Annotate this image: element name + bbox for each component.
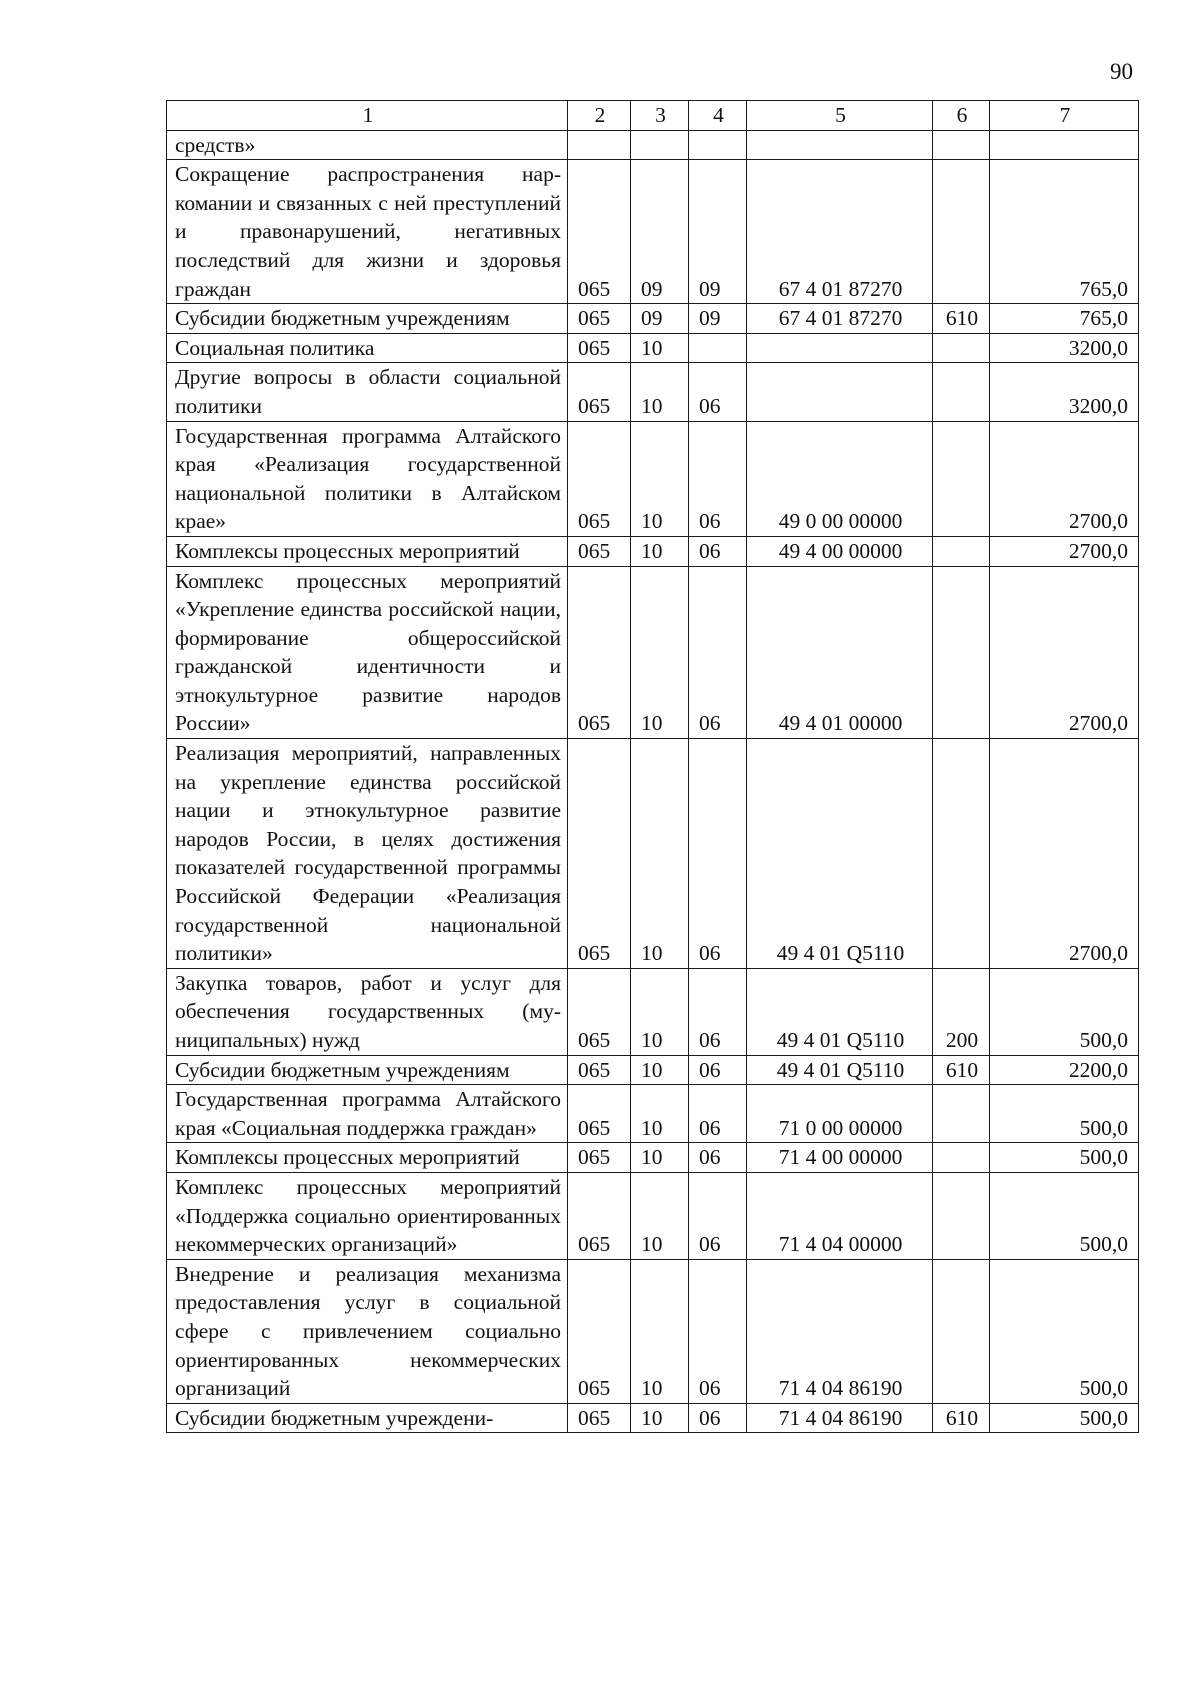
section-code-cell: 10 [631,536,689,566]
column-header-3: 3 [631,101,689,131]
target-article-cell [747,130,933,160]
column-header-5: 5 [747,101,933,131]
amount-cell: 500,0 [990,1172,1139,1259]
section-code-cell: 10 [631,1259,689,1403]
department-code-cell: 065 [568,739,631,969]
table-row [167,333,1139,363]
section-code-cell: 10 [631,363,689,421]
subsection-code-cell: 06 [689,536,747,566]
target-article-cell: 49 0 00 00000 [747,421,933,536]
expense-type-cell [933,1085,990,1143]
section-code-cell: 10 [631,566,689,739]
expense-type-cell [933,363,990,421]
amount-cell: 765,0 [990,160,1139,304]
expense-type-cell [933,130,990,160]
department-code-cell: 065 [568,363,631,421]
expense-type-cell [933,1143,990,1173]
target-article-cell: 49 4 01 Q5110 [747,739,933,969]
table-row [167,421,1139,536]
subsection-code-cell: 06 [689,1172,747,1259]
row-description-cell: Комплексы процессных мероприятий [167,1143,568,1173]
subsection-code-cell: 06 [689,1085,747,1143]
table-row [167,363,1139,421]
target-article-cell: 71 0 00 00000 [747,1085,933,1143]
target-article-cell: 71 4 00 00000 [747,1143,933,1173]
section-code-cell: 10 [631,968,689,1055]
table-header-row [167,101,1139,131]
section-code-cell: 10 [631,1055,689,1085]
expense-type-cell [933,160,990,304]
department-code-cell: 065 [568,566,631,739]
expense-type-cell [933,421,990,536]
subsection-code-cell: 06 [689,1403,747,1433]
table-row [167,304,1139,334]
expense-type-cell: 200 [933,968,990,1055]
amount-cell: 500,0 [990,1143,1139,1173]
row-description-cell: средств» [167,130,568,160]
amount-cell: 2700,0 [990,739,1139,969]
row-description-cell: Внедрение и реализация механизма предоставления услуг в социальной сфере с привлечением социально ориентированных некоммерческих организаций [167,1259,568,1403]
table-row [167,566,1139,739]
column-header-1: 1 [167,101,568,131]
column-header-4: 4 [689,101,747,131]
amount-cell: 500,0 [990,1259,1139,1403]
target-article-cell: 71 4 04 00000 [747,1172,933,1259]
department-code-cell: 065 [568,536,631,566]
target-article-cell: 49 4 01 Q5110 [747,968,933,1055]
table-row [167,968,1139,1055]
row-description-cell: Закупка товаров, работ и услуг для обеспечения государственных (муниципальных) нужд [167,968,568,1055]
department-code-cell: 065 [568,160,631,304]
department-code-cell: 065 [568,1143,631,1173]
amount-cell: 3200,0 [990,333,1139,363]
row-description-cell: Реализация мероприятий, направленных на укрепление единства российской нации и этнокультурное развитие народов России, в целях достижения показателей государственной программы Российской Федерации «Реализация государственной национальной политики» [167,739,568,969]
expense-type-cell: 610 [933,1403,990,1433]
row-description-cell: Государственная программа Алтайского края «Реализация государственной национальной политики в Алтайском крае» [167,421,568,536]
amount-cell: 2700,0 [990,536,1139,566]
subsection-code-cell: 06 [689,739,747,969]
row-description-cell: Комплекс процессных мероприятий «Поддержка социально ориентированных некоммерческих организаций» [167,1172,568,1259]
department-code-cell: 065 [568,1259,631,1403]
department-code-cell: 065 [568,333,631,363]
table-row [167,1143,1139,1173]
table-row [167,160,1139,304]
row-description-cell: Субсидии бюджетным учреждениям [167,1055,568,1085]
amount-cell: 3200,0 [990,363,1139,421]
expense-type-cell: 610 [933,1055,990,1085]
column-header-7: 7 [990,101,1139,131]
subsection-code-cell [689,130,747,160]
table-row [167,1085,1139,1143]
row-description-cell: Субсидии бюджетным учреждениям [167,304,568,334]
row-description-cell: Социальная политика [167,333,568,363]
department-code-cell [568,130,631,160]
target-article-cell [747,333,933,363]
subsection-code-cell: 09 [689,160,747,304]
column-header-6: 6 [933,101,990,131]
row-description-cell: Субсидии бюджетным учреждени- [167,1403,568,1433]
department-code-cell: 065 [568,1055,631,1085]
amount-cell: 2200,0 [990,1055,1139,1085]
column-header-2: 2 [568,101,631,131]
subsection-code-cell: 06 [689,363,747,421]
target-article-cell: 49 4 01 Q5110 [747,1055,933,1085]
page-number: 90 [1110,59,1133,84]
row-description-cell: Сокращение распространения наркомании и связанных с ней преступлений и правонарушений, негативных последствий для жизни и здоровья граждан [167,160,568,304]
department-code-cell: 065 [568,1085,631,1143]
subsection-code-cell: 06 [689,1259,747,1403]
expense-type-cell [933,566,990,739]
department-code-cell: 065 [568,1172,631,1259]
amount-cell: 765,0 [990,304,1139,334]
target-article-cell: 71 4 04 86190 [747,1403,933,1433]
section-code-cell [631,130,689,160]
section-code-cell: 10 [631,421,689,536]
section-code-cell: 10 [631,739,689,969]
subsection-code-cell: 06 [689,421,747,536]
table-row [167,536,1139,566]
expense-type-cell [933,739,990,969]
department-code-cell: 065 [568,968,631,1055]
section-code-cell: 10 [631,1085,689,1143]
expense-type-cell: 610 [933,304,990,334]
department-code-cell: 065 [568,421,631,536]
section-code-cell: 10 [631,1143,689,1173]
subsection-code-cell: 06 [689,1055,747,1085]
section-code-cell: 09 [631,160,689,304]
amount-cell: 500,0 [990,968,1139,1055]
section-code-cell: 10 [631,333,689,363]
amount-cell: 2700,0 [990,421,1139,536]
subsection-code-cell: 06 [689,566,747,739]
amount-cell [990,130,1139,160]
target-article-cell: 71 4 04 86190 [747,1259,933,1403]
table-row [167,1259,1139,1403]
expense-type-cell [933,1259,990,1403]
subsection-code-cell: 06 [689,1143,747,1173]
budget-table [166,100,1139,1433]
section-code-cell: 10 [631,1172,689,1259]
target-article-cell: 67 4 01 87270 [747,304,933,334]
target-article-cell: 49 4 01 00000 [747,566,933,739]
amount-cell: 500,0 [990,1403,1139,1433]
row-description-cell: Комплекс процессных мероприятий «Укрепление единства российской нации, формирование общероссийской гражданской идентичности и этнокультурное развитие народов России» [167,566,568,739]
subsection-code-cell [689,333,747,363]
section-code-cell: 10 [631,1403,689,1433]
table-row [167,739,1139,969]
expense-type-cell [933,536,990,566]
table-row [167,130,1139,160]
section-code-cell: 09 [631,304,689,334]
table-row [167,1172,1139,1259]
target-article-cell: 49 4 00 00000 [747,536,933,566]
subsection-code-cell: 09 [689,304,747,334]
row-description-cell: Комплексы процессных мероприятий [167,536,568,566]
amount-cell: 2700,0 [990,566,1139,739]
row-description-cell: Другие вопросы в области социальной политики [167,363,568,421]
amount-cell: 500,0 [990,1085,1139,1143]
target-article-cell [747,363,933,421]
expense-type-cell [933,333,990,363]
target-article-cell: 67 4 01 87270 [747,160,933,304]
department-code-cell: 065 [568,304,631,334]
subsection-code-cell: 06 [689,968,747,1055]
department-code-cell: 065 [568,1403,631,1433]
expense-type-cell [933,1172,990,1259]
table-row [167,1403,1139,1433]
row-description-cell: Государственная программа Алтайского края «Социальная поддержка граждан» [167,1085,568,1143]
table-row [167,1055,1139,1085]
